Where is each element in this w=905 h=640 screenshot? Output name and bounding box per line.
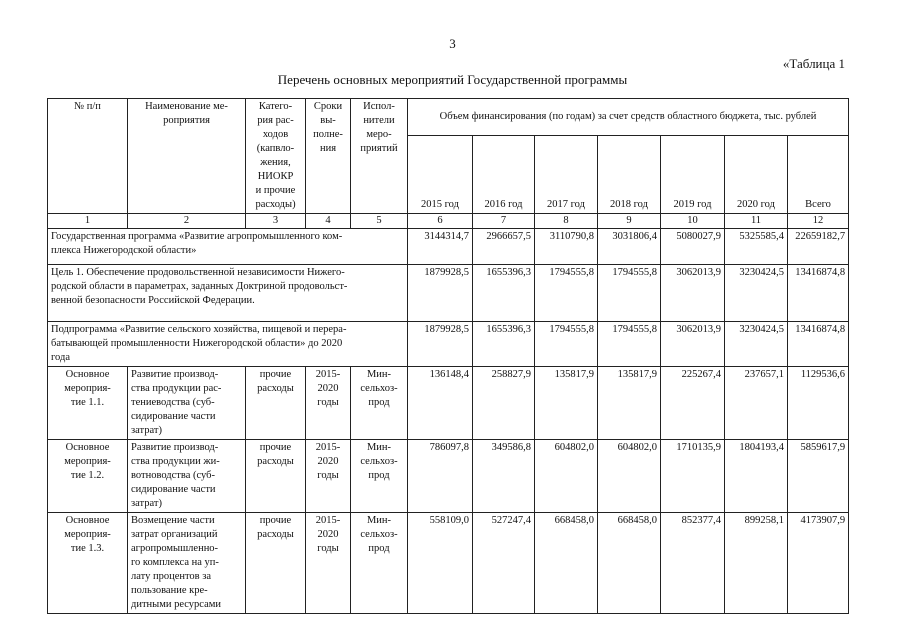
value-cell: 558109,0 [408, 513, 473, 614]
header-year: 2019 год [661, 135, 725, 213]
column-number-row [48, 214, 849, 229]
value-cell: 1129536,6 [788, 367, 849, 440]
header-financing: Объем финансирования (по годам) за счет средств областного бюджета, тыс. рублей [408, 99, 849, 136]
header-terms: Сроки вы- полне- ния [306, 99, 351, 214]
value-cell: 1794555,8 [535, 322, 598, 367]
subprogram-title: Подпрограмма «Развитие сельского хозяйства, пищевой и перера- батывающей промышленности Нижегородской области» до 2020 года [48, 322, 408, 367]
column-number: 10 [661, 214, 725, 229]
activity-terms: 2015- 2020 годы [306, 367, 351, 440]
column-number: 2 [128, 214, 246, 229]
value-cell: 3062013,9 [661, 322, 725, 367]
column-number: 5 [351, 214, 408, 229]
value-cell: 668458,0 [535, 513, 598, 614]
header-name: Наименование ме- роприятия [128, 99, 246, 214]
header-category: Катего- рия рас- ходов (капвло- жения, НИОКР и прочие расходы) [246, 99, 306, 214]
value-cell: 604802,0 [535, 440, 598, 513]
activity-executor: Мин- сельхоз- прод [351, 440, 408, 513]
value-cell: 3062013,9 [661, 265, 725, 322]
value-cell: 1655396,3 [473, 322, 535, 367]
column-number: 11 [725, 214, 788, 229]
header-year: 2015 год [408, 135, 473, 213]
activities-table [47, 98, 849, 614]
column-number: 7 [473, 214, 535, 229]
header-year: 2017 год [535, 135, 598, 213]
header-year: 2018 год [598, 135, 661, 213]
header-executors: Испол- нители меро- приятий [351, 99, 408, 214]
value-cell: 258827,9 [473, 367, 535, 440]
value-cell: 5859617,9 [788, 440, 849, 513]
value-cell: 1655396,3 [473, 265, 535, 322]
column-number: 4 [306, 214, 351, 229]
value-cell: 225267,4 [661, 367, 725, 440]
value-cell: 5325585,4 [725, 229, 788, 265]
program-row [48, 229, 849, 265]
activity-name: Развитие производ- ства продукции жи- вотноводства (суб- сидирование части затрат) [128, 440, 246, 513]
value-cell: 3230424,5 [725, 265, 788, 322]
header-year: 2020 год [725, 135, 788, 213]
value-cell: 852377,4 [661, 513, 725, 614]
activity-row [48, 440, 849, 513]
activity-category: прочие расходы [246, 367, 306, 440]
value-cell: 604802,0 [598, 440, 661, 513]
value-cell: 1794555,8 [598, 322, 661, 367]
value-cell: 1879928,5 [408, 322, 473, 367]
activity-num: Основное мероприя- тие 1.2. [48, 440, 128, 513]
header-year: 2016 год [473, 135, 535, 213]
value-cell: 1710135,9 [661, 440, 725, 513]
activity-terms: 2015- 2020 годы [306, 513, 351, 614]
activity-executor: Мин- сельхоз- прод [351, 513, 408, 614]
page-number: 3 [449, 36, 456, 51]
value-cell: 13416874,8 [788, 322, 849, 367]
column-number: 8 [535, 214, 598, 229]
activity-num: Основное мероприя- тие 1.3. [48, 513, 128, 614]
column-number: 9 [598, 214, 661, 229]
column-number: 6 [408, 214, 473, 229]
goal-title: Цель 1. Обеспечение продовольственной независимости Нижего- родской области в параметрах, заданных Доктриной продовольст- венной безопасности Российской Федерации. [48, 265, 408, 322]
activity-row [48, 513, 849, 614]
table-label: «Таблица 1 [782, 56, 845, 71]
value-cell: 13416874,8 [788, 265, 849, 322]
activity-terms: 2015- 2020 годы [306, 440, 351, 513]
header-num: № п/п [48, 99, 128, 214]
activity-name: Возмещение части затрат организаций агропромышленно- го комплекса на уп- лату процентов за пользование кре- дитными ресурсами [128, 513, 246, 614]
value-cell: 3031806,4 [598, 229, 661, 265]
activity-executor: Мин- сельхоз- прод [351, 367, 408, 440]
document-title: Перечень основных мероприятий Государственной программы [277, 72, 628, 87]
header-row [48, 99, 849, 136]
value-cell: 3110790,8 [535, 229, 598, 265]
subprogram-row [48, 322, 849, 367]
column-number: 12 [788, 214, 849, 229]
value-cell: 527247,4 [473, 513, 535, 614]
value-cell: 1804193,4 [725, 440, 788, 513]
value-cell: 1879928,5 [408, 265, 473, 322]
value-cell: 786097,8 [408, 440, 473, 513]
value-cell: 4173907,9 [788, 513, 849, 614]
value-cell: 135817,9 [598, 367, 661, 440]
value-cell: 899258,1 [725, 513, 788, 614]
activity-category: прочие расходы [246, 440, 306, 513]
value-cell: 349586,8 [473, 440, 535, 513]
goal-row [48, 265, 849, 322]
column-number: 3 [246, 214, 306, 229]
value-cell: 136148,4 [408, 367, 473, 440]
value-cell: 2966657,5 [473, 229, 535, 265]
activity-num: Основное мероприя- тие 1.1. [48, 367, 128, 440]
value-cell: 22659182,7 [788, 229, 849, 265]
value-cell: 237657,1 [725, 367, 788, 440]
activity-name: Развитие производ- ства продукции рас- тениеводства (суб- сидирование части затрат) [128, 367, 246, 440]
value-cell: 5080027,9 [661, 229, 725, 265]
value-cell: 1794555,8 [598, 265, 661, 322]
value-cell: 1794555,8 [535, 265, 598, 322]
value-cell: 3144314,7 [408, 229, 473, 265]
activity-category: прочие расходы [246, 513, 306, 614]
header-total: Всего [788, 135, 849, 213]
column-number: 1 [48, 214, 128, 229]
activity-row [48, 367, 849, 440]
value-cell: 135817,9 [535, 367, 598, 440]
value-cell: 3230424,5 [725, 322, 788, 367]
value-cell: 668458,0 [598, 513, 661, 614]
program-title: Государственная программа «Развитие агропромышленного ком- плекса Нижегородской области» [48, 229, 408, 265]
